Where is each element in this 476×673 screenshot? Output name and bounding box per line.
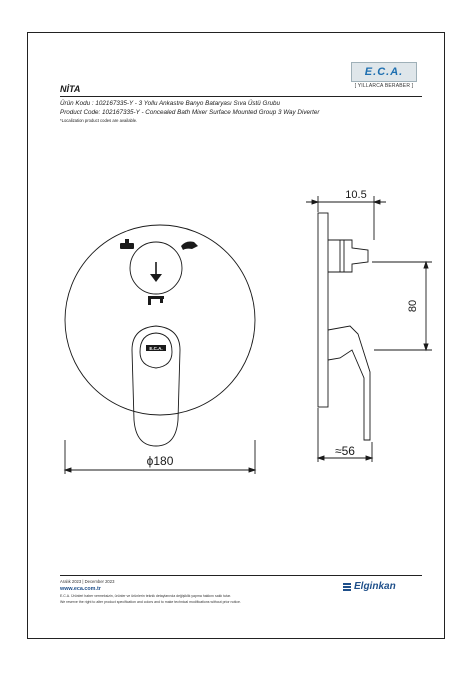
diverter-arrow-icon (150, 262, 162, 282)
product-code-tr: Ürün Kodu : 102167335-Y - 3 Yollu Ankastre Banyo Bataryası Sıva Üstü Grubu (60, 100, 281, 107)
svg-text:E.C.A.: E.C.A. (149, 346, 163, 351)
diameter-label: ϕ180 (146, 454, 174, 468)
lever-handle (132, 326, 180, 446)
website-link[interactable]: www.eca.com.tr (60, 586, 101, 592)
elginkan-logo: Elginkan (354, 581, 396, 592)
shower-head-icon (120, 239, 134, 249)
bath-spout-icon (148, 296, 164, 305)
depth-label: 10.5 (345, 189, 367, 201)
disclaimer-tr: E.C.A. Ürünleri haber vermeksizin, ürünler ve ürünlerin teknik detaylarında değişiklik yapma hakkını saklı tutar. (60, 594, 231, 598)
side-diverter-knob (328, 240, 368, 272)
publish-date: Aralık 2023 | December 2023 (60, 579, 115, 584)
side-cover-plate (318, 213, 328, 407)
height-label: 80 (407, 299, 419, 313)
hand-shower-icon (181, 242, 198, 251)
footer-divider (60, 575, 422, 576)
product-code-en: Product Code: 102167335-Y - Concealed Bath Mixer Surface Mounted Group 3 Way Diverter (60, 109, 320, 116)
disclaimer-en: We reserve the right to alter product specification and colors and to make technical modifications without prior notice. (60, 600, 241, 604)
side-lever-handle (328, 326, 370, 440)
model-name: NİTA (60, 84, 81, 94)
brand-tagline: [ YILLARCA BERABER ] (354, 83, 414, 89)
handle-badge (146, 345, 166, 351)
elginkan-logo-icon (343, 583, 351, 592)
localization-note: *Localization product codes are available. (60, 118, 138, 123)
eca-logo-text: E.C.A. (364, 66, 404, 78)
projection-label: ≈56 (335, 444, 355, 458)
faceplate-outline (65, 225, 255, 415)
